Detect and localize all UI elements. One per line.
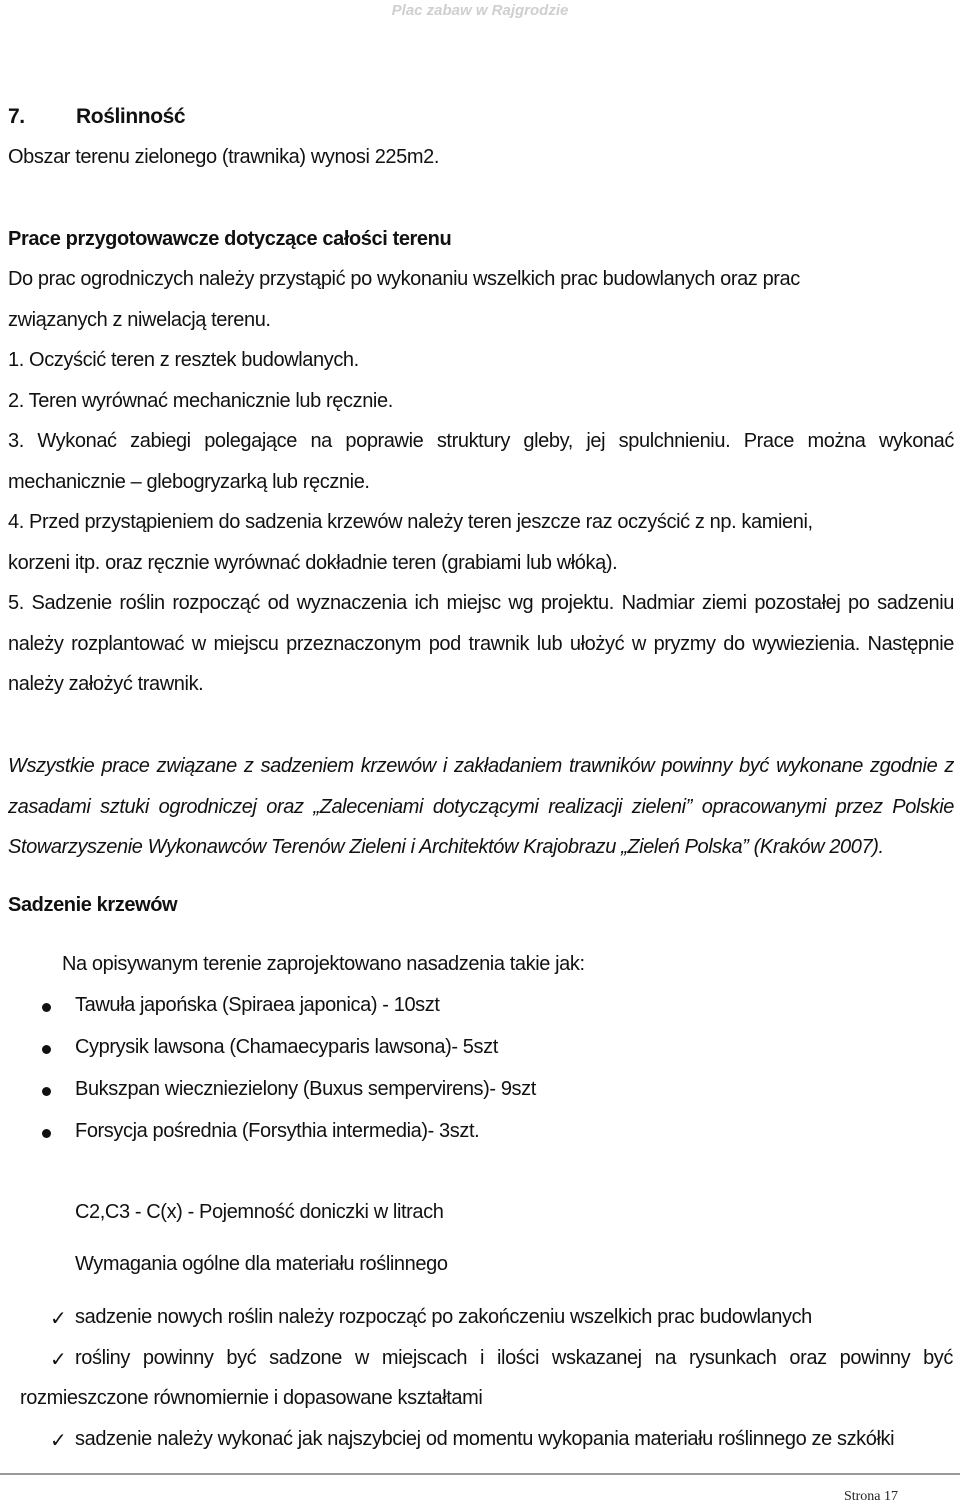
- checkmark-icon: ✓: [50, 1308, 67, 1330]
- requirements-heading: Wymagania ogólne dla materiału roślinnego: [75, 1253, 448, 1275]
- note-line-1: Wszystkie prace związane z sadzeniem krzewów i zakładaniem trawników powinny być wykonane zgodnie z: [8, 755, 954, 777]
- requirement-1: sadzenie nowych roślin należy rozpocząć po zakończeniu wszelkich prac budowlanych: [75, 1306, 812, 1328]
- checkmark-icon: ✓: [50, 1430, 67, 1452]
- checkmark-icon: ✓: [50, 1349, 67, 1371]
- requirement-2-line-1: rośliny powinny być sadzone w miejscach i ilości wskazanej na rysunkach oraz powinny być: [75, 1347, 953, 1369]
- prep-step-1: 1. Oczyścić teren z resztek budowlanych.: [8, 349, 359, 371]
- list-item-label: Forsycja pośrednia (Forsythia intermedia)- 3szt.: [75, 1120, 480, 1142]
- bullet-icon: [42, 1129, 51, 1138]
- bullet-icon: [42, 1003, 51, 1012]
- prep-step-3-line-2: mechanicznie – glebogryzarką lub ręcznie.: [8, 471, 370, 493]
- page-number: Strona 17: [843, 1489, 898, 1504]
- list-item-label: Tawuła japońska (Spiraea japonica) - 10szt: [75, 994, 440, 1016]
- section-heading: [8, 105, 185, 129]
- prep-heading: Prace przygotowawcze dotyczące całości terenu: [8, 228, 452, 250]
- list-item-label: Cyprysik lawsona (Chamaecyparis lawsona)- 5szt: [75, 1036, 498, 1058]
- requirement-2-line-2: rozmieszczone równomiernie i dopasowane kształtami: [20, 1387, 483, 1409]
- section-title: Roślinność: [76, 105, 186, 128]
- container-note: C2,C3 - C(x) - Pojemność doniczki w litrach: [75, 1201, 444, 1223]
- prep-step-3-line-1: 3. Wykonać zabiegi polegające na poprawie struktury gleby, jej spulchnieniu. Prace można wykonać: [8, 430, 954, 452]
- bullet-icon: [42, 1087, 51, 1096]
- prep-step-5-line-2: należy rozplantować w miejscu przeznaczonym pod trawnik lub ułożyć w pryzmy do wywiezienia. Następnie: [8, 633, 954, 655]
- note-line-3: Stowarzyszenie Wykonawców Terenów Zieleni i Architektów Krajobrazu „Zieleń Polska” (Kraków 2007).: [8, 836, 884, 858]
- shrubs-intro: Na opisywanym terenie zaprojektowano nasadzenia takie jak:: [62, 953, 585, 975]
- prep-step-5-line-3: należy założyć trawnik.: [8, 673, 204, 695]
- prep-step-4-line-1: 4. Przed przystąpieniem do sadzenia krzewów należy teren jeszcze raz oczyścić z np. kamieni,: [8, 511, 813, 533]
- footer-divider: [0, 1473, 960, 1475]
- requirement-3: sadzenie należy wykonać jak najszybciej od momentu wykopania materiału roślinnego ze szkółki: [75, 1428, 895, 1450]
- note-line-2: zasadami sztuki ogrodniczej oraz „Zaleceniami dotyczącymi realizacji zieleni” opracowanymi przez Polskie: [8, 796, 954, 818]
- area-paragraph: Obszar terenu zielonego (trawnika) wynosi 225m2.: [8, 146, 440, 168]
- prep-intro-line-2: związanych z niwelacją terenu.: [8, 309, 271, 331]
- document-header: Plac zabaw w Rajgrodzie: [391, 2, 569, 19]
- shrubs-heading: Sadzenie krzewów: [8, 894, 178, 916]
- bullet-icon: [42, 1045, 51, 1054]
- prep-intro-line-1: Do prac ogrodniczych należy przystąpić po wykonaniu wszelkich prac budowlanych oraz prac: [8, 268, 800, 290]
- list-item-label: Bukszpan wieczniezielony (Buxus sempervirens)- 9szt: [75, 1078, 536, 1100]
- prep-step-5-line-1: 5. Sadzenie roślin rozpocząć od wyznaczenia ich miejsc wg projektu. Nadmiar ziemi pozostałej po sadzeniu: [8, 592, 954, 614]
- prep-step-2: 2. Teren wyrównać mechanicznie lub ręcznie.: [8, 390, 393, 412]
- prep-step-4-line-2: korzeni itp. oraz ręcznie wyrównać dokładnie teren (grabiami lub włóką).: [8, 552, 618, 574]
- section-number: 7.: [8, 105, 25, 128]
